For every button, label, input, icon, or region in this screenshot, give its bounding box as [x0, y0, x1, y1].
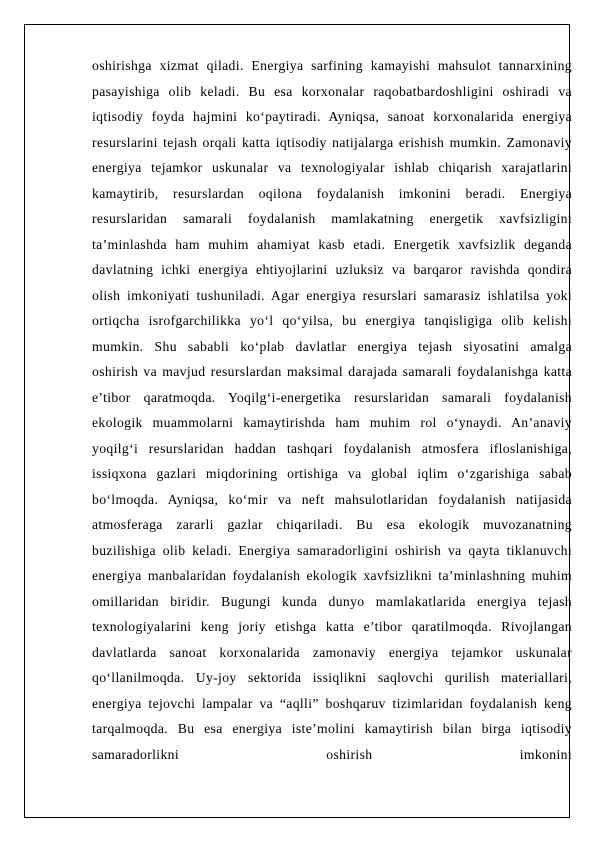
document-body [92, 53, 572, 767]
body-paragraph: oshirishga xizmat qiladi. Energiya sarfining kamayishi mahsulot tannarxining pasayishiga olib keladi. Bu esa korxonalar raqobatbardoshligini oshiradi va iqtisodiy foyda hajmini ko‘paytiradi. Ayniqsa, sanoat korxonalarida energiya resurslarini tejash orqali katta iqtisodiy natijalarga erishish mumkin. Zamonaviy energiya tejamkor uskunalar va texnologiyalar ishlab chiqarish xarajatlarini kamaytirib, resurslardan oqilona foydalanish imkonini beradi. Energiya resurslaridan samarali foydalanish mamlakatning energetik xavfsizligini ta’minlashda ham muhim ahamiyat kasb etadi. Energetik xavfsizlik deganda davlatning ichki energiya ehtiyojlarini uzluksiz va barqaror ravishda qondira olish imkoniyati tushuniladi. Agar energiya resurslari samarasiz ishlatilsa yoki ortiqcha isrofgarchilikka yo‘l qo‘yilsa, bu energiya tanqisligiga olib kelishi mumkin. Shu sababli ko‘plab davlatlar energiya tejash siyosatini amalga oshirish va mavjud resurslardan maksimal darajada samarali foydalanishga katta e’tibor qaratmoqda. Yoqilg‘i-energetika resurslaridan samarali foydalanish ekologik muammolarni kamaytirishda ham muhim rol o‘ynaydi. An’anaviy yoqilg‘i resurslaridan haddan tashqari foydalanish atmosfera ifloslanishiga, issiqxona gazlari miqdorining ortishiga va global iqlim o‘zgarishiga sabab bo‘lmoqda. Ayniqsa, ko‘mir va neft mahsulotlaridan foydalanish natijasida atmosferaga zararli gazlar chiqariladi. Bu esa ekologik muvozanatning buzilishiga olib keladi. Energiya samaradorligini oshirish va qayta tiklanuvchi energiya manbalaridan foydalanish ekologik xavfsizlikni ta’minlashning muhim omillaridan biridir. Bugungi kunda dunyo mamlakatlarida energiya tejash texnologiyalarini keng joriy etishga katta e’tibor qaratilmoqda. Rivojlangan davlatlarda sanoat korxonalarida zamonaviy energiya tejamkor uskunalar qo‘llanilmoqda. Uy-joy sektorida issiqlikni saqlovchi qurilish materiallari, energiya tejovchi lampalar va “aqlli” boshqaruv tizimlaridan foydalanish keng tarqalmoqda. Bu esa energiya iste’molini kamaytirish bilan birga iqtisodiy samaradorlikni oshirish imkonini [92, 58, 572, 762]
